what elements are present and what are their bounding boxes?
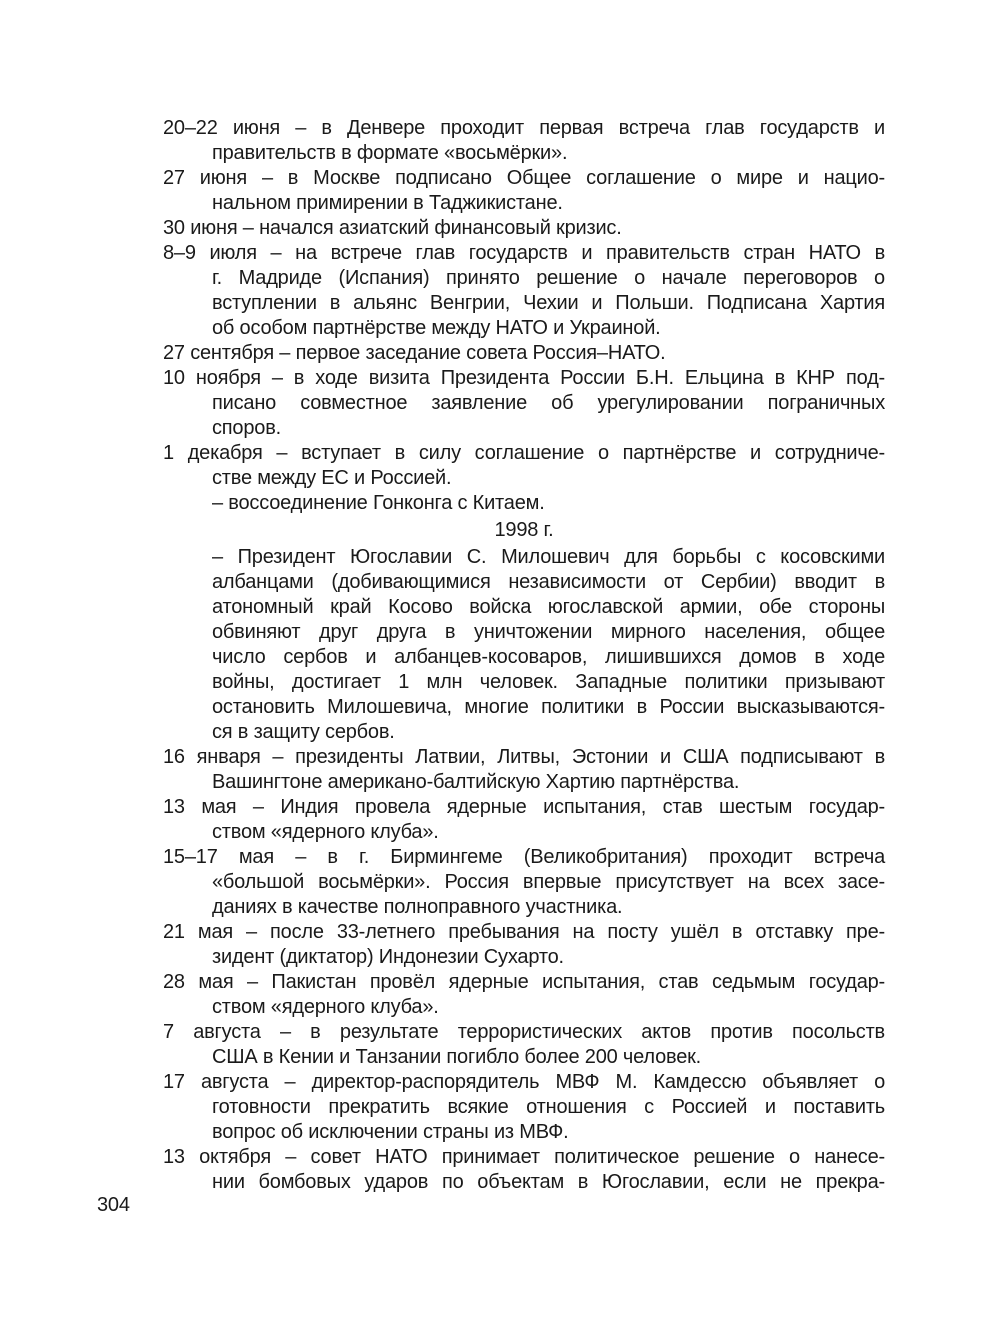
text-line: ством «ядерного клуба».: [212, 821, 439, 843]
chronology-entry: [163, 491, 885, 516]
text-line: нии бомбовых ударов по объектам в Югославии, если не прекра-: [212, 1171, 885, 1193]
text-line: – воссоединение Гонконга с Китаем.: [212, 492, 545, 514]
chronology-entry: [163, 745, 885, 795]
text-line: ся в защиту сербов.: [212, 721, 395, 743]
text-line: 7 августа – в результате террористических актов против посольств: [163, 1021, 885, 1043]
text-line: 10 ноября – в ходе визита Президента России Б.Н. Ельцина в КНР под-: [163, 367, 885, 389]
text-line: 30 июня – начался азиатский финансовый кризис.: [163, 217, 622, 239]
chronology-entry: [163, 845, 885, 920]
text-line: Вашингтоне американо-балтийскую Хартию партнёрства.: [212, 771, 740, 793]
text-line: 1 декабря – вступает в силу соглашение о партнёрстве и сотрудниче-: [163, 442, 885, 464]
chronology-entry: [163, 1070, 885, 1145]
chronology-entry: [163, 920, 885, 970]
chronology-entry: [163, 441, 885, 491]
text-line: нальном примирении в Таджикистане.: [212, 192, 563, 214]
text-line: остановить Милошевича, многие политики в России высказываются-: [212, 696, 885, 718]
text-line: готовности прекратить всякие отношения с Россией и поставить: [212, 1096, 885, 1118]
chronology-entry: [163, 241, 885, 341]
text-line: об особом партнёрстве между НАТО и Украиной.: [212, 317, 661, 339]
text-line: вступлении в альянс Венгрии, Чехии и Польши. Подписана Хартия: [212, 292, 885, 314]
chronology-entry: [163, 341, 885, 366]
text-line: число сербов и албанцев-косоваров, лишившихся домов в ходе: [212, 646, 885, 668]
text-line: писано совместное заявление об урегулировании пограничных: [212, 392, 885, 414]
chronology-entry: [163, 795, 885, 845]
text-line: ством «ядерного клуба».: [212, 996, 439, 1018]
document-body: [163, 116, 885, 1195]
text-line: «большой восьмёрки». Россия впервые присутствует на всех засе-: [212, 871, 885, 893]
chronology-entry: [163, 166, 885, 216]
text-line: 16 января – президенты Латвии, Литвы, Эстонии и США подписывают в: [163, 746, 885, 768]
year-heading: [163, 518, 885, 543]
text-line: 13 октября – совет НАТО принимает политическое решение о нанесе-: [163, 1146, 885, 1168]
text-line: 1998 г.: [494, 519, 554, 541]
text-line: 28 мая – Пакистан провёл ядерные испытания, став седьмым государ-: [163, 971, 885, 993]
chronology-entry: [163, 116, 885, 166]
text-line: 21 мая – после 33-летнего пребывания на посту ушёл в отставку пре-: [163, 921, 885, 943]
text-line: 15–17 мая – в г. Бирмингеме (Великобритания) проходит встреча: [163, 846, 885, 868]
text-line: обвиняют друг друга в уничтожении мирного населения, общее: [212, 621, 885, 643]
chronology-entry: [163, 216, 885, 241]
text-line: 13 мая – Индия провела ядерные испытания, став шестым государ-: [163, 796, 885, 818]
text-line: – Президент Югославии С. Милошевич для борьбы с косовскими: [212, 546, 885, 568]
text-line: даниях в качестве полноправного участника.: [212, 896, 623, 918]
text-line: вопрос об исключении страны из МВФ.: [212, 1121, 569, 1143]
text-line: зидент (диктатор) Индонезии Сухарто.: [212, 946, 564, 968]
text-line: США в Кении и Танзании погибло более 200 человек.: [212, 1046, 702, 1068]
text-line: 8–9 июля – на встрече глав государств и правительств стран НАТО в: [163, 242, 885, 264]
text-line: войны, достигает 1 млн человек. Западные политики призывают: [212, 671, 885, 693]
text-line: 17 августа – директор-распорядитель МВФ М. Камдессю объявляет о: [163, 1071, 885, 1093]
text-line: правительств в формате «восьмёрки».: [212, 142, 568, 164]
text-line: албанцами (добивающимися независимости от Сербии) вводит в: [212, 571, 885, 593]
text-line: споров.: [212, 417, 281, 439]
page-number: 304: [97, 1194, 130, 1216]
text-line: атономный край Косово войска югославской армии, обе стороны: [212, 596, 885, 618]
chronology-entry: [163, 1145, 885, 1195]
text-line: 27 июня – в Москве подписано Общее соглашение о мире и нацио-: [163, 167, 885, 189]
text-line: 20–22 июня – в Денвере проходит первая встреча глав государств и: [163, 117, 885, 139]
chronology-entry: [163, 970, 885, 1020]
chronology-entry: [163, 545, 885, 745]
chronology-entry: [163, 1020, 885, 1070]
text-line: стве между ЕС и Россией.: [212, 467, 452, 489]
text-line: г. Мадриде (Испания) принято решение о начале переговоров о: [212, 267, 885, 289]
chronology-entry: [163, 366, 885, 441]
text-line: 27 сентября – первое заседание совета Россия–НАТО.: [163, 342, 666, 364]
